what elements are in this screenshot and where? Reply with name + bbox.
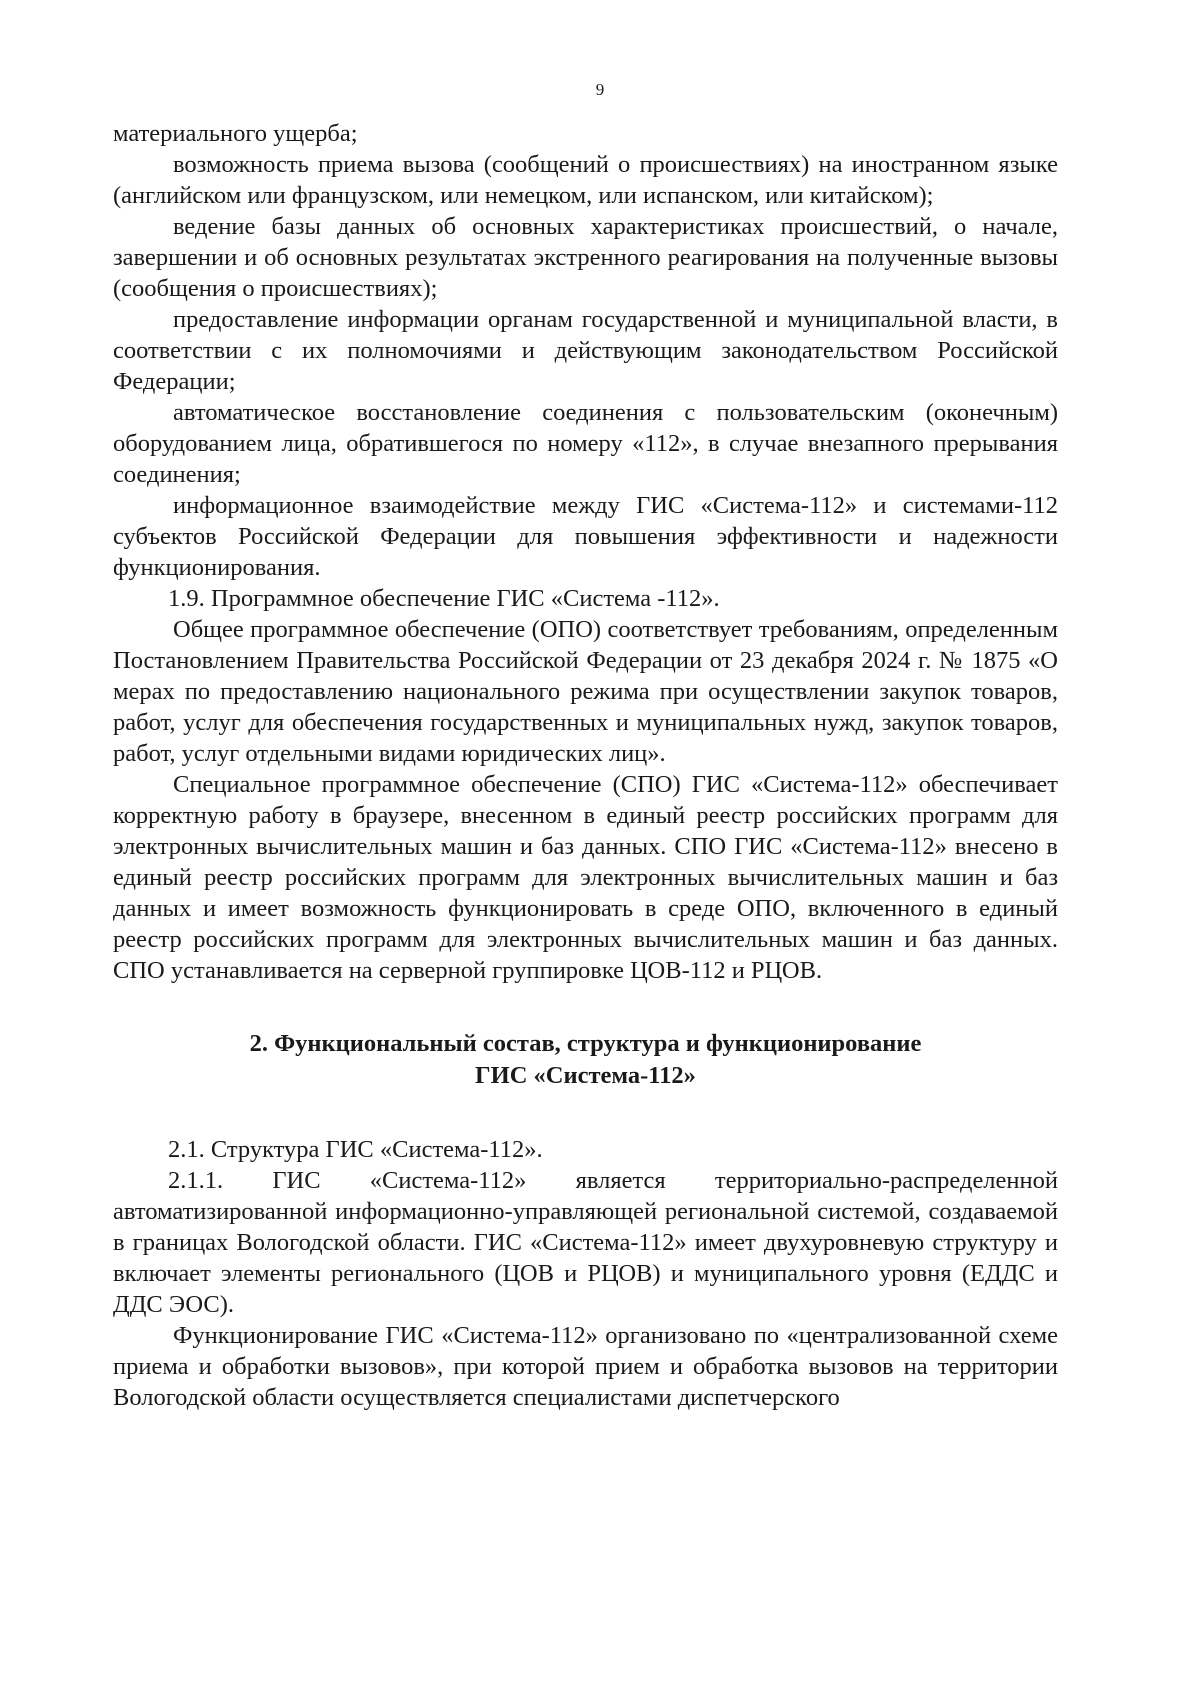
paragraph: Общее программное обеспечение (ОПО) соответствует требованиям, определенным Постановлением Правительства Российской Федерации от 23 декабря 2024 г. № 1875 «О мерах по предоставлению национального режима при осуществлении закупок товаров, работ, услуг для обеспечения государственных и муниципальных нужд, закупок товаров, работ, услуг отдельными видами юридических лиц». <box>113 616 1058 767</box>
document-body <box>113 118 1058 1413</box>
paragraph: материального ущерба; <box>113 120 358 147</box>
section-heading-line: ГИС «Система-112» <box>475 1062 696 1089</box>
section-item-2-1: 2.1. Структура ГИС «Система-112». <box>168 1136 543 1163</box>
paragraph: автоматическое восстановление соединения с пользовательским (оконечным) оборудованием лица, обратившегося по номеру «112», в случае внезапного прерывания соединения; <box>113 399 1058 488</box>
page-number: 9 <box>595 80 605 99</box>
section-heading <box>113 1028 1058 1092</box>
paragraph: информационное взаимодействие между ГИС «Система-112» и системами-112 субъектов Российской Федерации для повышения эффективности и надежности функционирования. <box>113 492 1058 581</box>
section-heading-line: 2. Функциональный состав, структура и функционирование <box>249 1030 922 1057</box>
paragraph: возможность приема вызова (сообщений о происшествиях) на иностранном языке (английском или французском, или немецком, или испанском, или китайском); <box>113 151 1058 209</box>
section-item-2-1-1: 2.1.1. ГИС «Система-112» является территориально-распределенной автоматизированной информационно-управляющей региональной системой, создаваемой в границах Вологодской области. ГИС «Система-112» имеет двухуровневую структуру и включает элементы регионального (ЦОВ и РЦОВ) и муниципального уровня (ЕДДС и ДДС ЭОС). <box>113 1167 1058 1318</box>
section-item-1-9: 1.9. Программное обеспечение ГИС «Система -112». <box>168 585 720 612</box>
paragraph: Специальное программное обеспечение (СПО) ГИС «Система-112» обеспечивает корректную работу в браузере, внесенном в единый реестр российских программ для электронных вычислительных машин и баз данных. СПО ГИС «Система-112» внесено в единый реестр российских программ для электронных вычислительных машин и баз данных и имеет возможность функционировать в среде ОПО, включенного в единый реестр российских программ для электронных вычислительных машин и баз данных. СПО устанавливается на серверной группировке ЦОВ-112 и РЦОВ. <box>113 771 1058 984</box>
paragraph: предоставление информации органам государственной и муниципальной власти, в соответствии с их полномочиями и действующим законодательством Российской Федерации; <box>113 306 1058 395</box>
paragraph: ведение базы данных об основных характеристиках происшествий, о начале, завершении и об основных результатах экстренного реагирования на полученные вызовы (сообщения о происшествиях); <box>113 213 1058 302</box>
paragraph: Функционирование ГИС «Система-112» организовано по «централизованной схеме приема и обработки вызовов», при которой прием и обработка вызовов на территории Вологодской области осуществляется специалистами диспетчерского <box>113 1322 1058 1411</box>
